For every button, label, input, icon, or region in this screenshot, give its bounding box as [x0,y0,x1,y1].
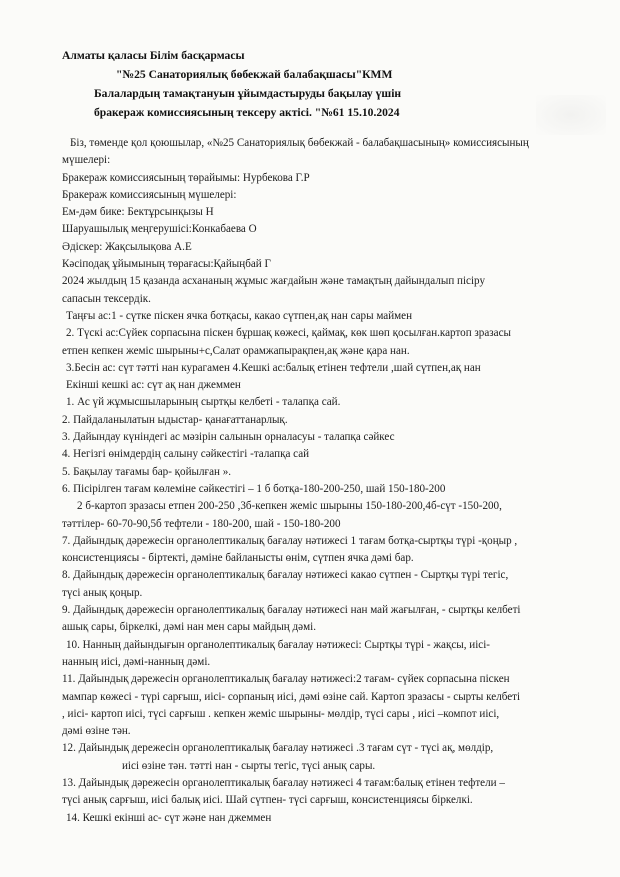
body-line: Ем-дәм бике: Бектұрсынқызы Н [62,206,214,219]
body-line: етпен кепкен жеміс шырыны+с,Салат орамжапырақпен,ақ және қара нан. [62,344,410,357]
body-line: Кәсіподақ ұйымының төрағасы:Қайыңбай Г [62,258,271,271]
header-line-1: Алматы қаласы Білім басқармасы [62,49,245,62]
header-line-3: Балалардың тамақтануын ұйымдастыруды бақылау үшін [94,87,402,100]
body-line: Бракераж комиссиясының мүшелері: [62,188,237,201]
body-line: Әдіскер: Жақсылықова А.Е [62,240,192,253]
body-line: 4. Негізгі өнімдердің салыну сәйкестігі -талапқа сай [62,448,310,461]
body-line: 9. Дайындық дәрежесін органолептикалық бағалау нәтижесі нан май жағылған, - сыртқы келбеті [62,604,521,617]
body-line: 1. Ас үй жұмысшыларының сыртқы келбеті - талапқа сай. [66,396,341,409]
body-line: 3. Дайындау күніндегі ас мәзірін салынын орналасуы - талапқа сәйкес [62,431,395,444]
body-line: түсі анық қоңыр. [62,586,143,599]
body-line: нанның иісі, дәмі-нанның дәмі. [62,655,211,668]
body-line: 11. Дайындық дәрежесін органолептикалық бағалау нәтижесі:2 тағам- сүйек сорпасына піскен [62,673,510,686]
body-line: иісі өзіне тән. тәтті нан - сырты тегіс, түсі анық сары. [122,759,376,772]
body-line: консистенциясы - біртекті, дәміне байланысты өнім, сүтпен ячка дәмі бар. [62,552,414,565]
scan-smudge [536,95,606,135]
body-line: сапасын тексердік. [62,292,151,305]
body-line: Біз, төменде қол қоюшылар, «№25 Санаториялық бөбекжай - балабақшасының» комиссиясының [70,137,529,149]
body-line: 6. Пісірілген тағам көлеміне сәйкестігі – 1 б ботқа-180-200-250, шай 150-180-200 [62,482,446,495]
body-line: дәмі өзіне тән. [62,725,131,738]
body-line: түсі анық сарғыш, иісі балық иісі. Шай сүтпен- түсі сарғыш, консистенциясы біркелкі. [62,794,473,807]
body-line: 3.Бесін ас: сүт тәтті нан курагамен 4.Кешкі ас:балық етінен тефтели ,шай сүтпен,ақ нан [66,361,481,374]
header-line-4: бракераж комиссиясының тексеру актісі. "№61 15.10.2024 [94,106,400,119]
body-line: 13. Дайындық дәрежесін органолептикалық бағалау нәтижесі 4 тағам:балық етінен тефтели – [62,776,505,789]
body-line: мүшелері: [62,154,111,167]
body-line: Екінші кешкі ас: сүт ақ нан джеммен [66,379,241,392]
body-line: 2. Пайдаланылатын ыдыстар- қанағаттанарлық. [62,413,288,426]
body-line: 12. Дайындық дережесін органолептикалық бағалау нәтижесі .3 тағам сүт - түсі ақ, мөлдір, [62,742,494,755]
body-line: Шаруашылық меңгерушісі:Конкабаева О [62,223,257,236]
body-line: 2. Түскі ас:Сүйек сорпасына піскен бұршақ көжесі, қаймақ, көк шөп қосылған.картоп зразасы [66,327,511,340]
body-line: мампар көжесі - түрі сарғыш, иісі- сорпаның иісі, дәмі өзіне сай. Картоп зразасы - сырты келбеті [62,690,521,703]
body-line: ашық сары, біркелкі, дәмі нан мен сары майдың дәмі. [62,621,316,634]
body-line: 5. Бақылау тағамы бар- қойылған ». [62,465,232,478]
body-line: 2024 жылдың 15 қазанда асхананың жұмыс жағдайын және тамақтың дайындалып пісіру [62,275,486,288]
body-line: , иісі- картоп иісі, түсі сарғыш . кепкен жеміс шырыны- мөлдір, түсі сары , иісі –компот иісі, [62,707,500,720]
body-line: Бракераж комиссиясының төрайымы: Нурбекова Г.Р [62,171,310,184]
act-body [62,135,598,827]
body-line: 2 б-картоп зразасы етпен 200-250 ,3б-кепкен жеміс шырыны 150-180-200,4б-сүт -150-200, [77,500,502,513]
body-line: тәттілер- 60-70-90,5б тефтели - 180-200, шай - 150-180-200 [62,517,341,530]
body-line: 8. Дайындық дәрежесін органолептикалық бағалау нәтижесі какао сүтпен - Сыртқы түрі тегіс, [62,569,509,582]
body-line: 7. Дайындық дәрежесін органолептикалық бағалау нәтижесі 1 тағам ботқа-сыртқы түрі -қоңыр , [62,534,518,547]
body-line: 14. Кешкі екінші ас- сүт және нан джеммен [66,811,272,824]
body-line: Таңғы ас:1 - сүтке піскен ячка ботқасы, какао сүтпен,ақ нан сары маймен [66,309,413,322]
body-line: 10. Нанның дайындығын органолептикалық бағалау нәтижесі: Сыртқы түрі - жақсы, иісі- [66,638,490,651]
header-line-2: "№25 Санаториялық бөбекжай балабақшасы"КММ [116,68,393,81]
